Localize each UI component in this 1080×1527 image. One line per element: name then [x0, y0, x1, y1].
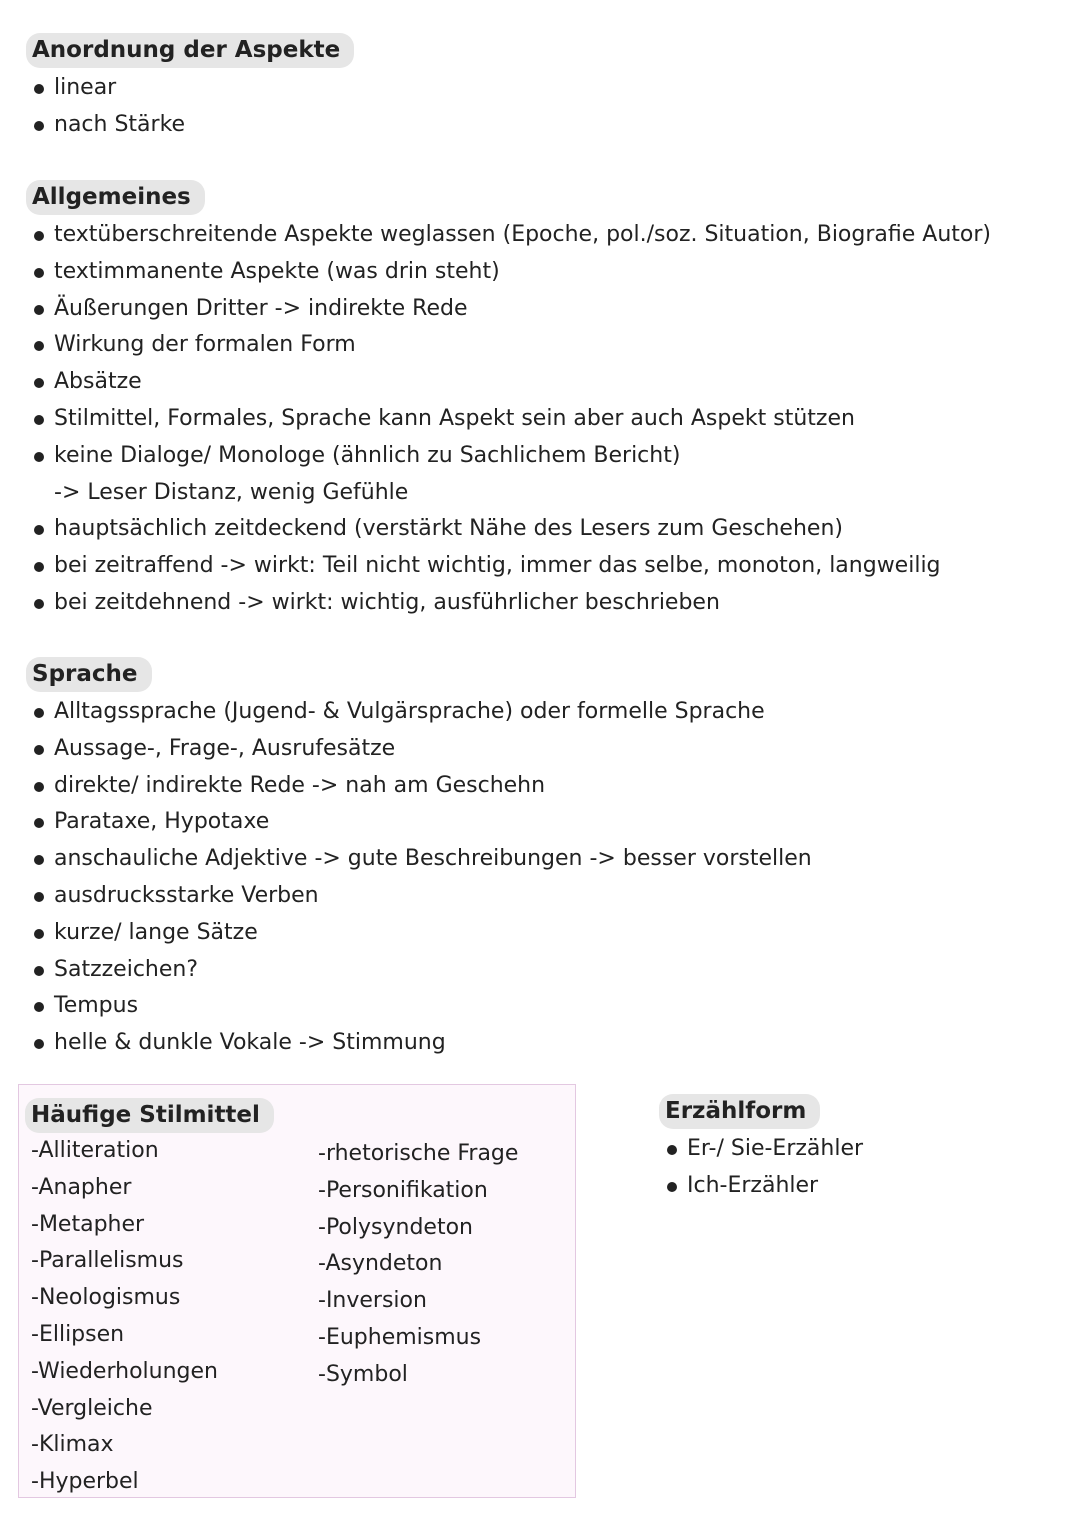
stilmittel-column-left	[31, 1133, 218, 1501]
stilmittel-item: -Vergleiche	[31, 1395, 153, 1421]
stilmittel-item: -Metapher	[31, 1211, 145, 1237]
list-anordnung	[32, 70, 354, 144]
list-item: kurze/ lange Sätze	[32, 915, 812, 952]
list-item: keine Dialoge/ Monologe (ähnlich zu Sachlichem Bericht)	[32, 438, 991, 475]
stilmittel-item: -Klimax	[31, 1432, 114, 1458]
stilmittel-item: -Asyndeton	[318, 1251, 443, 1277]
list-item: Ich-Erzähler	[665, 1168, 863, 1205]
list-item: Parataxe, Hypotaxe	[32, 804, 812, 841]
stilmittel-item: -Alliteration	[31, 1138, 159, 1163]
section-sprache	[32, 657, 812, 1062]
list-item-continuation: -> Leser Distanz, wenig Gefühle	[54, 479, 409, 505]
stilmittel-item: -Hyperbel	[31, 1469, 139, 1495]
section-allgemeines	[32, 180, 991, 622]
stilmittel-item: -Inversion	[318, 1288, 427, 1314]
heading-anordnung: Anordnung der Aspekte	[26, 33, 354, 68]
list-item: Äußerungen Dritter -> indirekte Rede	[32, 291, 991, 328]
list-item: Tempus	[32, 988, 812, 1025]
list-item: anschauliche Adjektive -> gute Beschreibungen -> besser vorstellen	[32, 841, 812, 878]
list-sprache	[32, 694, 812, 1062]
list-item: textimmanente Aspekte (was drin steht)	[32, 254, 991, 291]
stilmittel-item: -Personifikation	[318, 1177, 488, 1203]
list-item: Er-/ Sie-Erzähler	[665, 1131, 863, 1168]
list-item: bei zeitdehnend -> wirkt: wichtig, ausführlicher beschrieben	[32, 585, 991, 622]
heading-sprache: Sprache	[26, 657, 152, 692]
stilmittel-item: -Anapher	[31, 1174, 132, 1200]
list-item: nach Stärke	[32, 107, 354, 144]
heading-stilmittel: Häufige Stilmittel	[25, 1098, 274, 1133]
list-item: Absätze	[32, 364, 991, 401]
stilmittel-item: -Parallelismus	[31, 1248, 184, 1274]
list-item: direkte/ indirekte Rede -> nah am Geschehn	[32, 768, 812, 805]
list-allgemeines	[32, 217, 991, 622]
stilmittel-item: -Symbol	[318, 1361, 408, 1387]
stilmittel-box	[18, 1084, 576, 1498]
stilmittel-item: -Ellipsen	[31, 1321, 125, 1347]
list-erzaehlform	[665, 1131, 863, 1205]
stilmittel-column-right	[318, 1136, 518, 1394]
list-item: linear	[32, 70, 354, 107]
stilmittel-item: -Polysyndeton	[318, 1214, 473, 1240]
stilmittel-item: -rhetorische Frage	[318, 1141, 519, 1166]
stilmittel-item: -Euphemismus	[318, 1324, 482, 1350]
stilmittel-item: -Wiederholungen	[31, 1358, 218, 1384]
list-item: helle & dunkle Vokale -> Stimmung	[32, 1025, 812, 1062]
list-item: textüberschreitende Aspekte weglassen (Epoche, pol./soz. Situation, Biografie Autor)	[32, 217, 991, 254]
heading-erzaehlform: Erzählform	[659, 1094, 820, 1129]
stilmittel-item: -Neologismus	[31, 1285, 181, 1311]
list-item: Satzzeichen?	[32, 952, 812, 989]
list-item: Stilmittel, Formales, Sprache kann Aspekt sein aber auch Aspekt stützen	[32, 401, 991, 438]
list-item: Wirkung der formalen Form	[32, 327, 991, 364]
list-item: Alltagssprache (Jugend- & Vulgärsprache) oder formelle Sprache	[32, 694, 812, 731]
list-item: bei zeitraffend -> wirkt: Teil nicht wichtig, immer das selbe, monoton, langweilig	[32, 548, 991, 585]
list-item: Aussage-, Frage-, Ausrufesätze	[32, 731, 812, 768]
list-item: hauptsächlich zeitdeckend (verstärkt Nähe des Lesers zum Geschehen)	[32, 511, 991, 548]
list-item: ausdrucksstarke Verben	[32, 878, 812, 915]
section-anordnung	[32, 33, 354, 144]
heading-allgemeines: Allgemeines	[26, 180, 205, 215]
section-erzaehlform	[665, 1094, 863, 1205]
